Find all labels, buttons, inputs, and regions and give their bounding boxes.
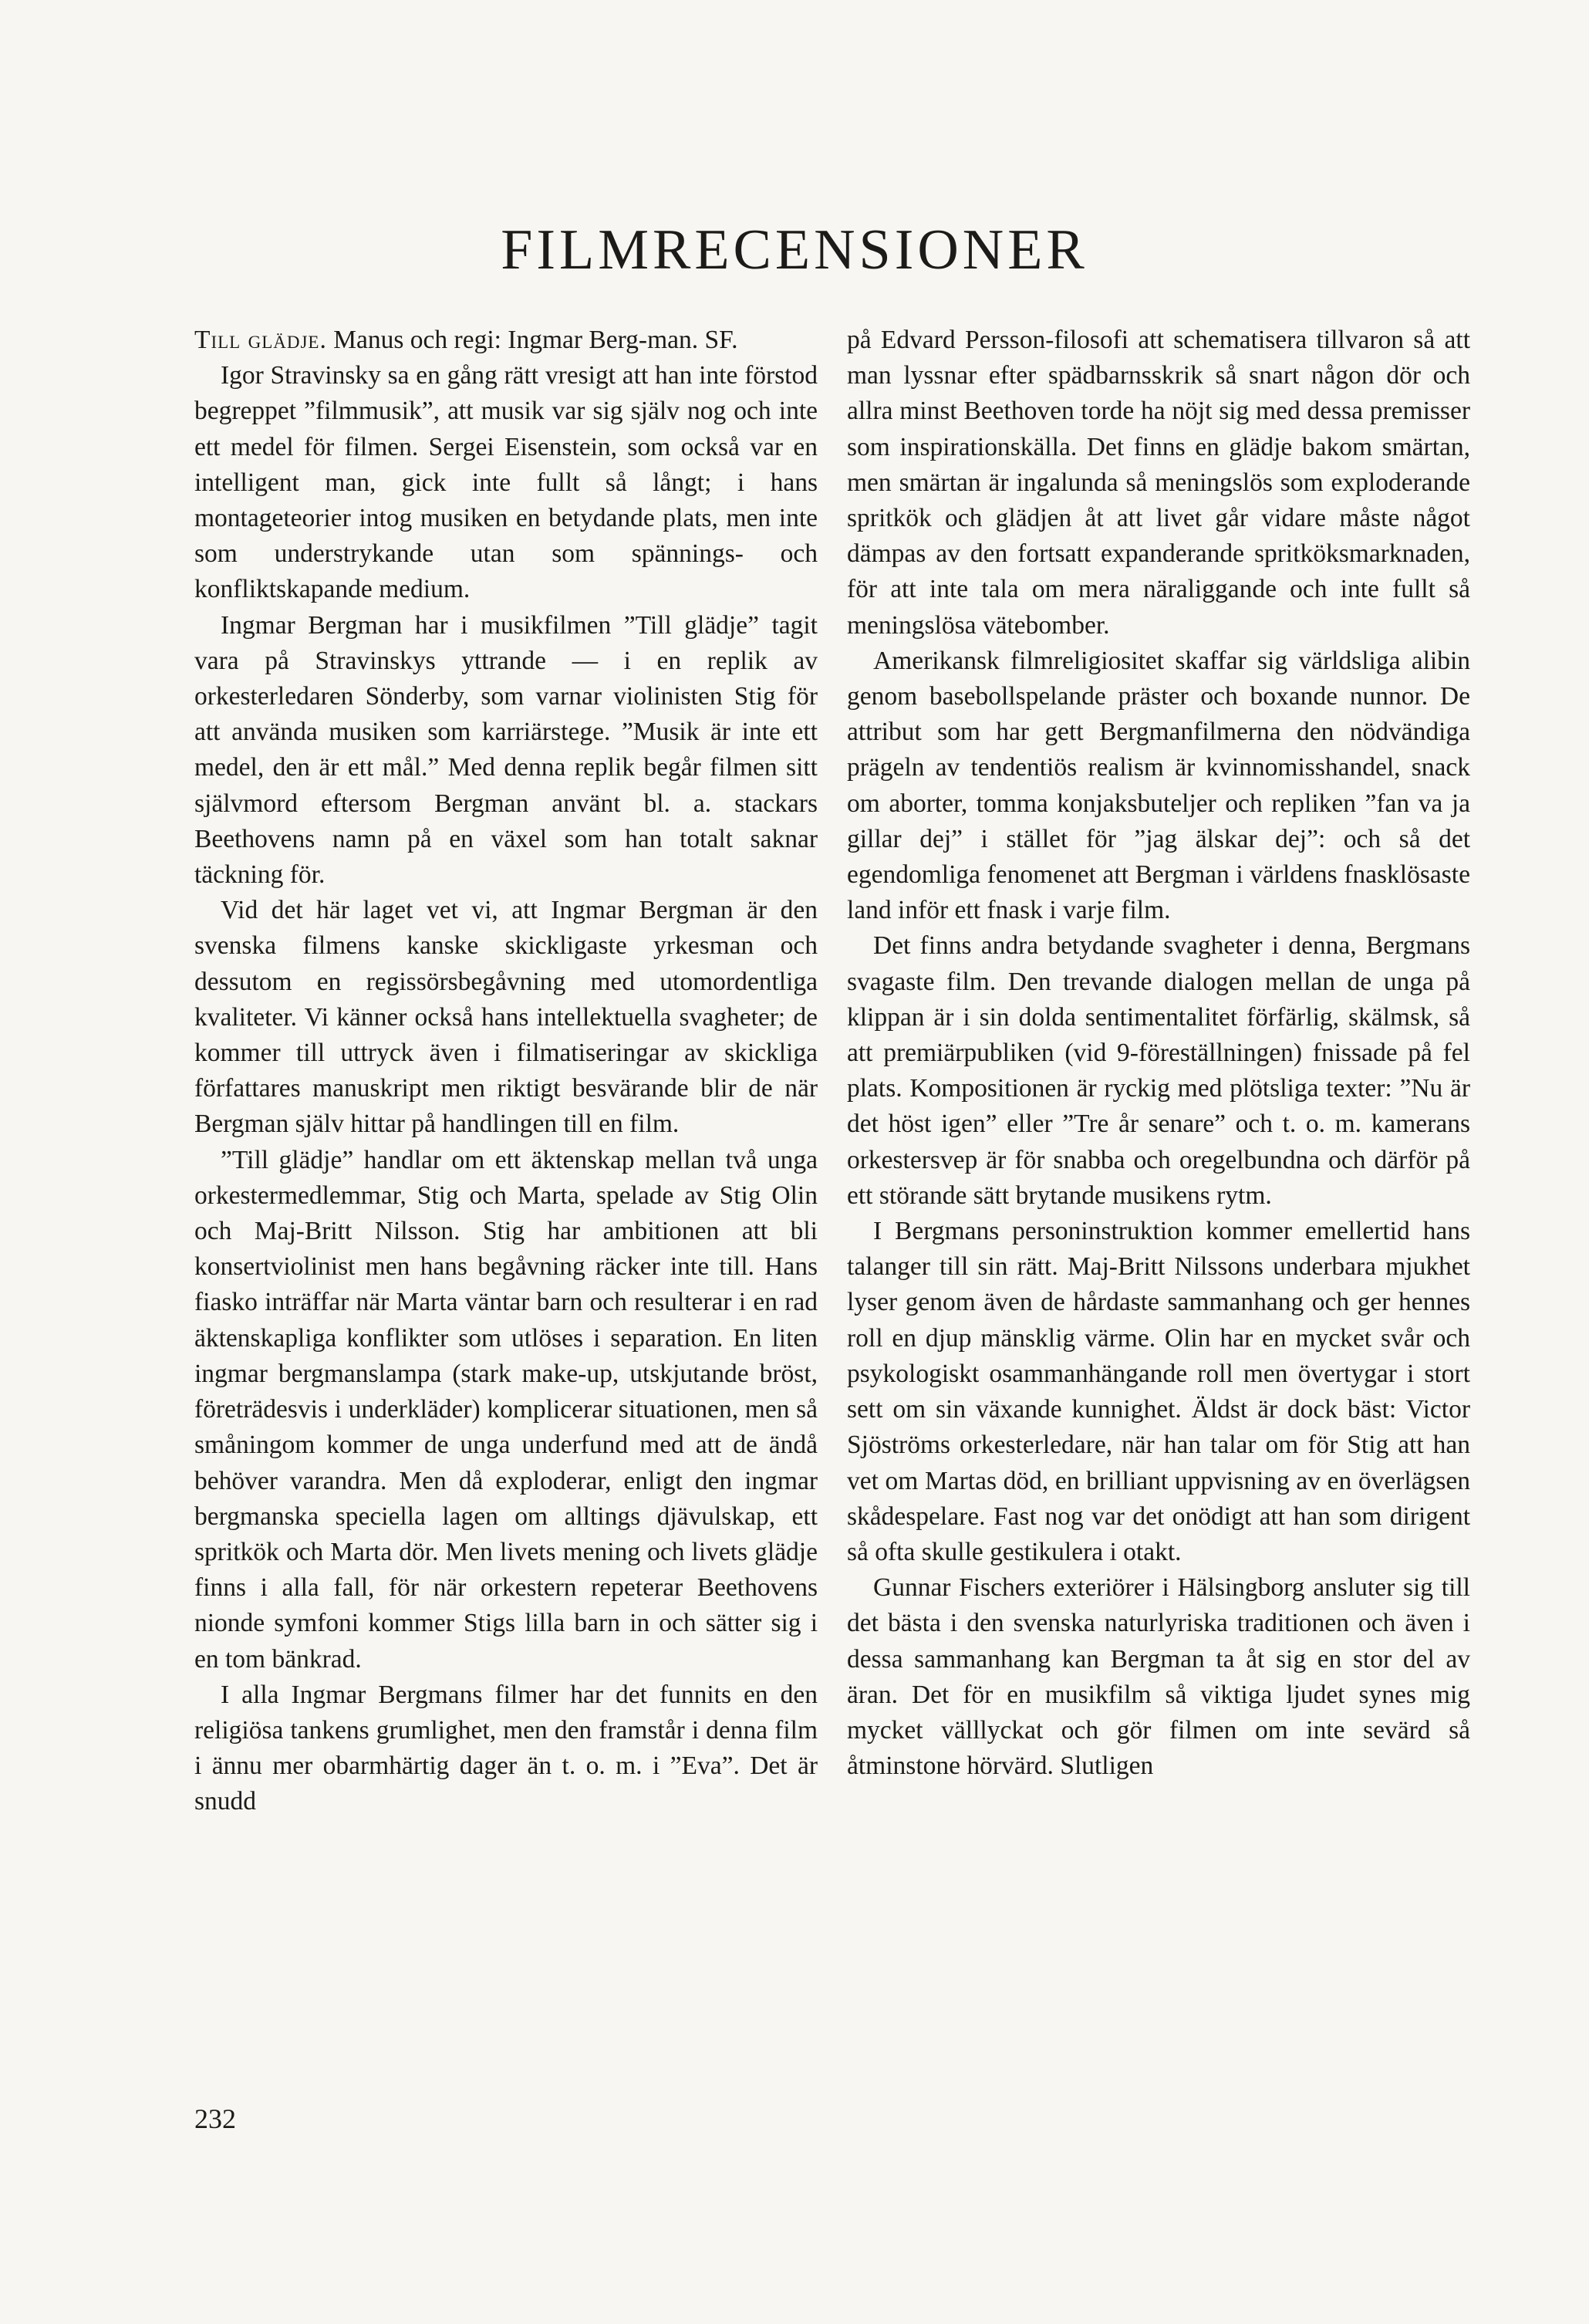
right-paragraph-4: I Bergmans personinstruktion kommer emellertid hans talanger till sin rätt. Maj-Britt Nilssons underbara mjukhet lyser genom även de hårdaste sammanhang och ger hennes roll en djup mänsklig värme. Olin har en mycket svår och psykologiskt osammanhängande roll men övertygar i stort sett om sin växande kunnighet. Äldst är dock bäst: Victor Sjöströms orkesterledare, när han talar om för Stig att han vet om Martas död, en brilliant uppvisning av en överlägsen skådespelare. Fast nog var det onödigt att han som dirigent så ofta skulle gestikulera i otakt. (847, 1217, 1470, 1566)
page-title: FILMRECENSIONER (501, 218, 1088, 282)
left-paragraph-2: Ingmar Bergman har i musikfilmen ”Till glädje” tagit vara på Stravinskys yttrande — i en replik av orkesterledaren Sönderby, som varnar violinisten Stig för att använda musiken som karriärstege. ”Musik är inte ett medel, den är ett mål.” Med denna replik begår filmen sitt självmord eftersom Bergman använt bl. a. stackars Beethovens namn på en växel som han totalt saknar täckning för. (194, 610, 818, 890)
right-paragraph-2: Amerikansk filmreligiositet skaffar sig världsliga alibin genom basebollspelande präster och boxande nunnor. De attribut som har gett Bergmanfilmerna den nödvändiga prägeln av tendentiös realism är kvinnomisshandel, snack om aborter, tomma konjaksbuteljer och repliken ”fan va ja gillar dej” i stället för ”jag älskar dej”: och så det egendomliga fenomenet att Bergman i världens fnasklösaste land inför ett fnask i varje film. (847, 646, 1470, 925)
film-credits: Manus och regi: Ingmar Berg-man. SF. (333, 326, 738, 354)
page-number: 232 (194, 2103, 236, 2134)
review-heading (194, 323, 818, 358)
left-paragraph-5: I alla Ingmar Bergmans filmer har det funnits en den religiösa tankens grumlighet, men den framstår i denna film i ännu mer obarmhärtig dager än t. o. m. i ”Eva”. Det är snudd (194, 1680, 818, 1816)
right-paragraph-1: på Edvard Persson-filosofi att schematisera tillvaron så att man lyssnar efter spädbarnsskrik så snart någon dör och allra minst Beethoven torde ha nöjt sig med dessa premisser som inspirationskälla. Det finns en glädje bakom smärtan, men smärtan är ingalunda så meningslös som exploderande spritkök och glädjen åt att livet går vidare måste något dämpas av den fortsatt expanderande spritköksmarknaden, för att inte tala om mera näraliggande och inte fullt så meningslösa vätebomber. (847, 326, 1470, 640)
left-paragraph-3: Vid det här laget vet vi, att Ingmar Bergman är den svenska filmens kanske skickligaste yrkesman och dessutom en regissörsbegåvning med utomordentliga kvaliteter. Vi känner också hans intellektuella svagheter; de kommer till uttryck även i filmatiseringar av skickliga författares manuskript men riktigt besvärande blir de när Bergman själv hittar på handlingen till en film. (194, 896, 818, 1139)
right-paragraph-3: Det finns andra betydande svagheter i denna, Bergmans svagaste film. Den trevande dialogen mellan de unga på klippan är i sin dolda sentimentalitet förfärlig, skälmsk, så att premiärpubliken (vid 9-föreställningen) fnissade på fel plats. Kompositionen är ryckig med plötsliga texter: ”Nu är det höst igen” eller ”Tre år senare” och t. o. m. kamerans orkestersvep är för snabba och oregelbundna och därför på ett störande sätt brytande musikens rytm. (847, 931, 1470, 1210)
left-column (194, 323, 818, 1820)
right-column (847, 323, 1470, 1784)
film-title: Till glädje. (194, 326, 327, 354)
left-paragraph-4: ”Till glädje” handlar om ett äktenskap mellan två unga orkestermedlemmar, Stig och Marta, spelade av Stig Olin och Maj-Britt Nilsson. Stig har ambitionen att bli konsertviolinist men hans begåvning räcker inte till. Hans fiasko inträffar när Marta väntar barn och resulterar i en rad äktenskapliga konflikter som utlöses i separation. En liten ingmar bergmanslampa (stark make-up, utskjutande bröst, företrädesvis i underkläder) komplicerar situationen, men så småningom kommer de unga underfund med att de ändå behöver varandra. Men då exploderar, enligt den ingmar bergmanska speciella lagen om alltings djävulskap, ett spritkök och Marta dör. Men livets mening och livets glädje finns i alla fall, för när orkestern repeterar Beethovens nionde symfoni kommer Stigs lilla barn in och sätter sig i en tom bänkrad. (194, 1145, 818, 1674)
right-paragraph-5: Gunnar Fischers exteriörer i Hälsingborg ansluter sig till det bästa i den svenska naturlyriska traditionen och även i dessa sammanhang kan Bergman ta åt sig en stor del av äran. Det för en musikfilm så viktiga ljudet synes mig mycket välllyckat och gör filmen om inte sevärd så åtminstone hörvärd. Slutligen (847, 1573, 1470, 1781)
left-paragraph-1: Igor Stravinsky sa en gång rätt vresigt att han inte förstod begreppet ”filmmusik”, att musik var sig själv nog och inte ett medel för filmen. Sergei Eisenstein, som också var en intelligent man, gick inte fullt så långt; i hans montageteorier intog musiken en betydande plats, men inte som understrykande utan som spännings- och konfliktskapande medium. (194, 361, 818, 604)
